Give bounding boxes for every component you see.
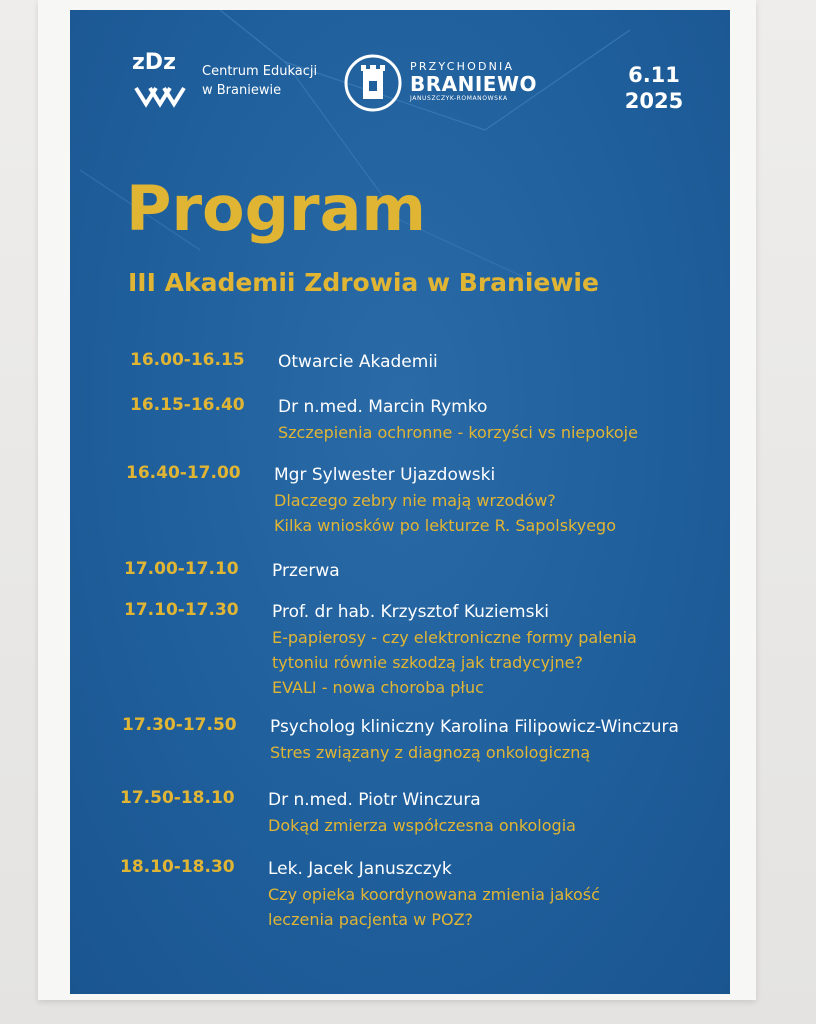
session-speaker: Dr n.med. Piotr Winczura <box>268 790 481 810</box>
session-time: 16.40-17.00 <box>126 463 241 483</box>
session-time: 17.10-17.30 <box>124 600 239 620</box>
session-topic: Szczepienia ochronne - korzyści vs niepokoje <box>278 423 638 442</box>
session-info <box>268 788 708 838</box>
session-time: 18.10-18.30 <box>120 857 235 877</box>
session-topic: EVALI - nowa choroba płuc <box>272 678 484 697</box>
session-topic: Dokąd zmierza współczesna onkologia <box>268 816 576 835</box>
session-speaker: Psycholog kliniczny Karolina Filipowicz-Winczura <box>270 717 679 737</box>
session-topic: leczenia pacjenta w POZ? <box>268 910 474 929</box>
clinic-line3: JANUSZCZYK-ROMANOWSKA <box>410 95 508 102</box>
tower-icon <box>343 53 403 113</box>
session-time: 17.30-17.50 <box>122 715 237 735</box>
education-center-line1: Centrum Edukacji <box>202 64 318 79</box>
session-topic: Stres związany z diagnozą onkologiczną <box>270 743 591 762</box>
open-book-icon <box>132 80 188 114</box>
event-date <box>618 62 690 114</box>
session-info <box>278 350 718 375</box>
session-time: 16.00-16.15 <box>130 350 245 370</box>
poster-subtitle: III Akademii Zdrowia w Braniewie <box>128 268 599 297</box>
session-topic: E-papierosy - czy elektroniczne formy palenia <box>272 628 637 647</box>
clinic-line1: PRZYCHODNIA <box>410 60 515 73</box>
education-center-name <box>202 62 342 100</box>
session-info <box>272 600 712 700</box>
session-time: 16.15-16.40 <box>130 395 245 415</box>
session-info <box>278 395 718 445</box>
zdz-logo: zDz <box>132 50 176 75</box>
session-speaker: Przerwa <box>272 561 340 581</box>
clinic-line2: BRANIEWO <box>410 72 538 96</box>
poster-title: Program <box>126 172 427 245</box>
education-center-line2: w Braniewie <box>202 83 282 98</box>
clinic-name <box>410 60 537 102</box>
session-speaker: Mgr Sylwester Ujazdowski <box>274 465 496 485</box>
event-date-day: 6.11 <box>628 63 680 87</box>
session-info <box>274 463 714 538</box>
session-speaker: Otwarcie Akademii <box>278 352 438 372</box>
session-topic: Kilka wniosków po lekturze R. Sapolskyego <box>274 516 616 535</box>
session-topic: tytoniu równie szkodzą jak tradycyjne? <box>272 653 583 672</box>
session-info <box>272 559 712 584</box>
event-date-year: 2025 <box>624 89 684 113</box>
session-topic: Dlaczego zebry nie mają wrzodów? <box>274 491 556 510</box>
session-info <box>268 857 708 932</box>
session-speaker: Dr n.med. Marcin Rymko <box>278 397 488 417</box>
program-poster <box>70 10 730 994</box>
session-time: 17.00-17.10 <box>124 559 239 579</box>
session-speaker: Lek. Jacek Januszczyk <box>268 859 452 879</box>
session-info <box>270 715 710 765</box>
session-speaker: Prof. dr hab. Krzysztof Kuziemski <box>272 602 550 622</box>
session-topic: Czy opieka koordynowana zmienia jakość <box>268 885 600 904</box>
session-time: 17.50-18.10 <box>120 788 235 808</box>
